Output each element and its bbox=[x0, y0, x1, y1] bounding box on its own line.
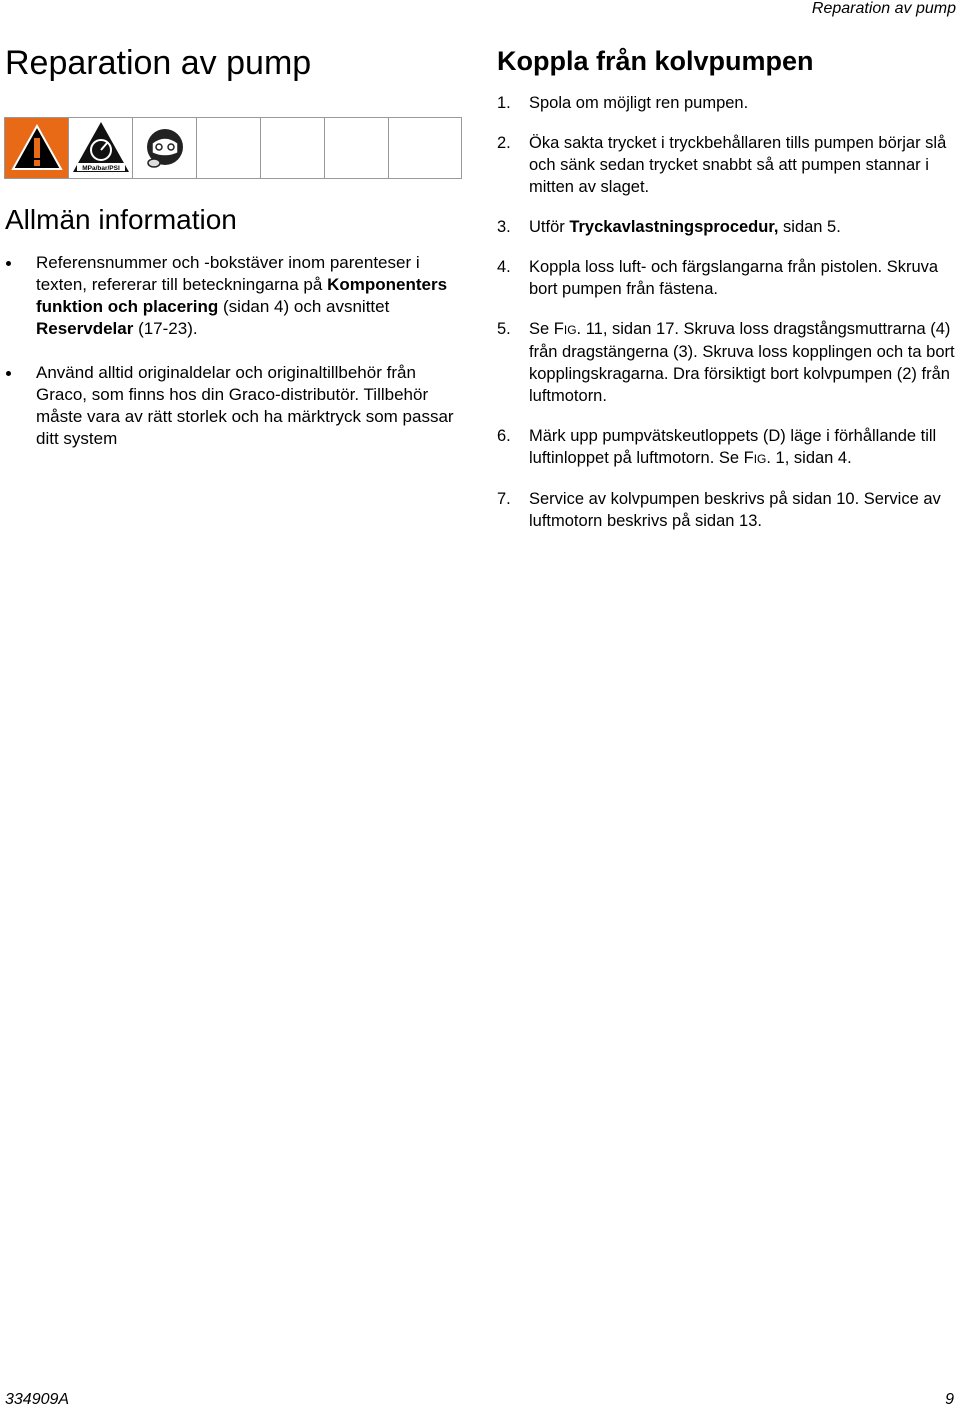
step-smallcaps-text: IG bbox=[563, 323, 577, 337]
step-text: Utför bbox=[529, 218, 570, 236]
step-number: 3. bbox=[497, 218, 511, 236]
step-text: Service av kolvpumpen beskrivs på sidan 10. Service av luftmotorn beskrivs på sidan 13. bbox=[529, 490, 941, 530]
bullet-item bbox=[6, 252, 456, 340]
general-info-list bbox=[6, 252, 456, 472]
step-item bbox=[497, 425, 957, 470]
step-text: . 11, sidan 17. Skruva loss dragstångsmuttrarna (4) från dragstängerna (3). Skruva loss kopplingen och ta bort kopplingskragarna. Dra försiktigt bort kolvpumpen (2) från luftmotorn. bbox=[529, 320, 955, 405]
empty-icon-slot bbox=[197, 118, 261, 178]
step-text: . 1, sidan 4. bbox=[766, 449, 852, 467]
step-text: Koppla loss luft- och färgslangarna från pistolen. Skruva bort pumpen från fästena. bbox=[529, 258, 939, 298]
step-number: 5. bbox=[497, 320, 511, 338]
pressure-label: MPa/bar/PSI bbox=[81, 165, 120, 172]
empty-icon-slot bbox=[389, 118, 461, 178]
warning-icon bbox=[5, 118, 69, 178]
bullet-bold-text: Komponenters funktion och placering bbox=[36, 275, 448, 316]
bullet-item bbox=[6, 362, 456, 450]
safety-icon-strip bbox=[4, 117, 462, 179]
step-text: Märk upp pumpvätskeutloppets (D) läge i förhållande till luftinloppet på luftmotorn. Se F bbox=[529, 427, 937, 467]
face-shield-helmet-icon bbox=[133, 118, 197, 178]
step-text: Öka sakta trycket i tryckbehållaren tills pumpen börjar slå och sänk sedan trycket snabbt så att pumpen stannar i mitten av slaget. bbox=[529, 134, 947, 196]
empty-icon-slot bbox=[261, 118, 325, 178]
step-number: 4. bbox=[497, 258, 511, 276]
step-item bbox=[497, 488, 957, 532]
step-item bbox=[497, 92, 957, 114]
empty-icon-slot bbox=[325, 118, 389, 178]
disconnect-steps-list bbox=[497, 92, 957, 550]
bullet-text: Referensnummer och -bokstäver inom parenteser i texten, refererar till beteckningarna på bbox=[36, 253, 420, 294]
section-heading-disconnect: Koppla från kolvpumpen bbox=[497, 46, 814, 76]
pressure-gauge-icon bbox=[69, 118, 133, 178]
bullet-bold-text: Reservdelar bbox=[36, 319, 134, 338]
step-item bbox=[497, 318, 957, 407]
page-number: 9 bbox=[945, 1391, 954, 1408]
step-item bbox=[497, 256, 957, 300]
step-bold-text: Tryckavlastningsprocedur, bbox=[569, 218, 779, 236]
step-number: 6. bbox=[497, 427, 511, 445]
page-title: Reparation av pump bbox=[5, 44, 312, 82]
bullet-text: (17-23). bbox=[133, 319, 198, 338]
document-number: 334909A bbox=[5, 1391, 70, 1408]
step-number: 1. bbox=[497, 94, 511, 112]
step-item bbox=[497, 132, 957, 198]
step-number: 2. bbox=[497, 134, 511, 152]
step-text: Spola om möjligt ren pumpen. bbox=[529, 94, 749, 112]
step-text: sidan 5. bbox=[778, 218, 841, 236]
step-item bbox=[497, 216, 957, 238]
bullet-text: Använd alltid originaldelar och originaltillbehör från Graco, som finns hos din Graco-distributör. Tillbehör måste vara av rätt storlek och ha märktryck som passar ditt system bbox=[36, 363, 454, 448]
bullet-text: (sidan 4) och avsnittet bbox=[218, 297, 390, 316]
section-heading-general: Allmän information bbox=[5, 204, 237, 235]
step-smallcaps-text: IG bbox=[753, 452, 767, 466]
step-text: Se F bbox=[529, 320, 564, 338]
step-number: 7. bbox=[497, 490, 511, 508]
running-head: Reparation av pump bbox=[811, 0, 956, 17]
